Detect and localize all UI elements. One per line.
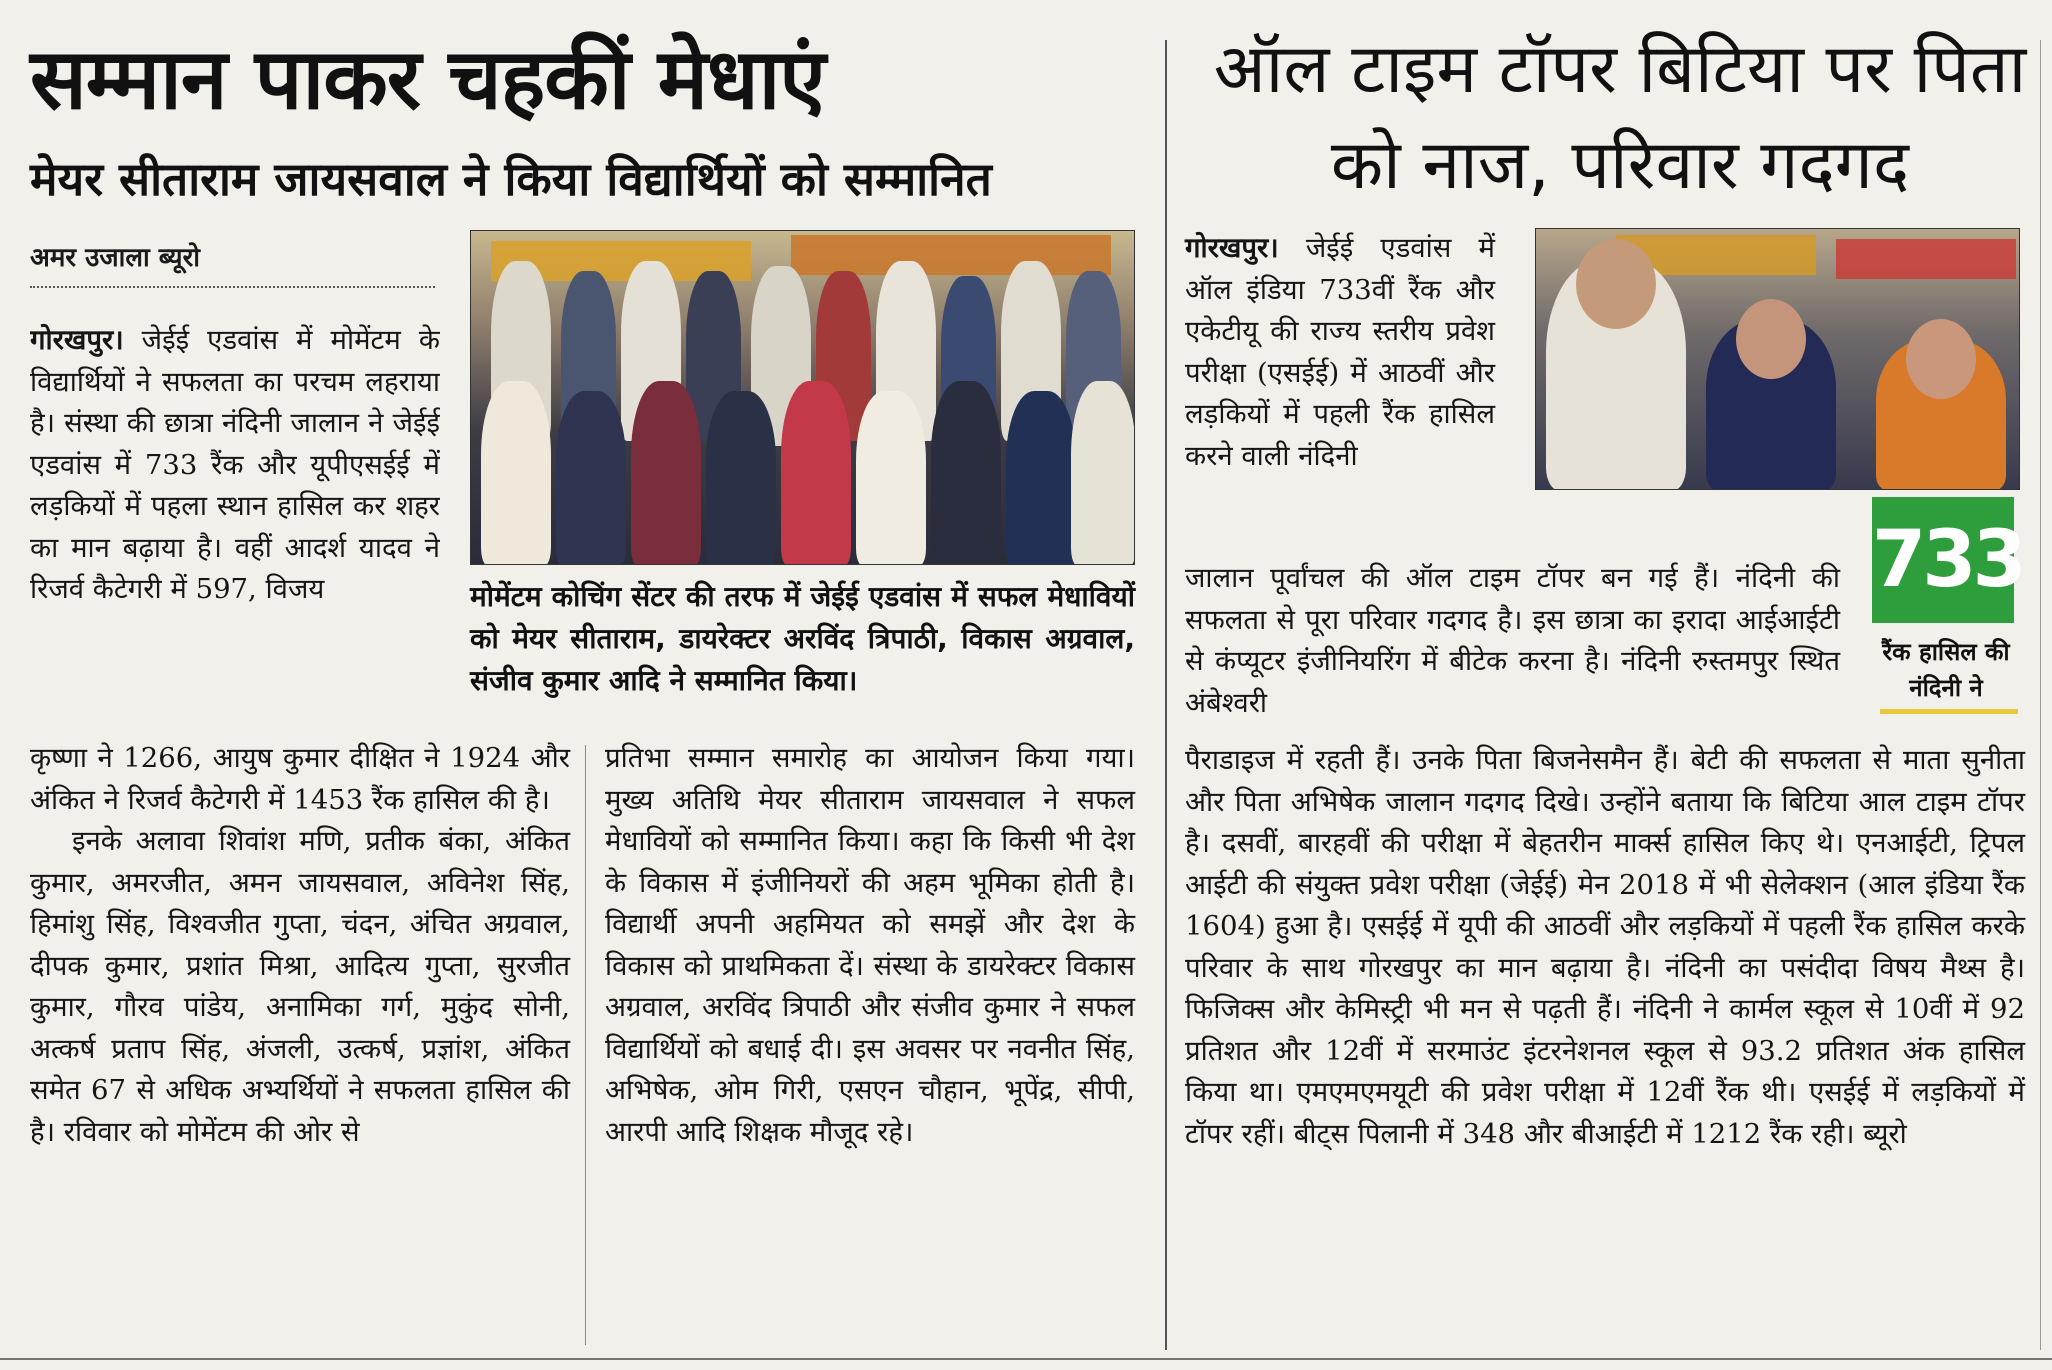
left-col1-bottom-p1: कृष्णा ने 1266, आयुष कुमार दीक्षित ने 1924 और अंकित ने रिजर्व कैटेगरी में 1453 रैंक हासिल की है। [30,742,570,816]
badge-caption-underline [1880,709,2018,714]
topper-photo [1535,228,2020,490]
column-divider-main [1165,40,1167,1350]
rank-badge-caption: रैंक हासिल की नंदिनी ने [1882,638,2010,702]
right-top-text-body: जेईई एडवांस में ऑल इंडिया 733वीं रैंक और एकेटीयू की राज्य स्तरीय प्रवेश परीक्षा (एसईई) में आठवीं और लड़कियों में पहली रैंक हासिल करने वाली नंदिनी [1185,232,1495,472]
right-edge-rule [2040,40,2041,1350]
byline: अमर उजाला ब्यूरो [30,243,200,273]
right-headline: ऑल टाइम टॉपर बिटिया पर पिता को नाज, परिवार गदगद [1213,30,2027,205]
group-photo-caption: मोमेंटम कोचिंग सेंटर की तरफ में जेईई एडवांस में सफल मेधावियों को मेयर सीताराम, डायरेक्टर अरविंद त्रिपाठी, विकास अग्रवाल, संजीव कुमार आदि ने सम्मानित किया। [470,580,1135,697]
group-photo [470,230,1135,565]
right-dateline-city: गोरखपुर। [1185,232,1279,264]
left-col1-top-text: जेईई एडवांस में मोमेंटम के विद्यार्थियों ने सफलता का परचम लहराया है। संस्था की छात्रा नंदिनी जालान ने जेईई एडवांस में 733 रैंक और यूपीएसईई में लड़कियों में पहला स्थान हासिल कर शहर का मान बढ़ाया है। वहीं आदर्श यादव ने रिजर्व कैटेगरी में 597, विजय [30,324,440,605]
dateline-city: गोरखपुर। [30,324,124,356]
rank-badge: 733 [1872,497,2014,623]
column-divider-left [585,745,586,1345]
left-headline: सम्मान पाकर चहकीं मेधाएं [30,30,825,128]
left-subheadline: मेयर सीताराम जायसवाल ने किया विद्यार्थियों को सम्मानित [30,152,992,206]
left-col1-bottom [30,738,570,1153]
left-col2: प्रतिभा सम्मान समारोह का आयोजन किया गया। मुख्य अतिथि मेयर सीताराम जायसवाल ने सफल मेधावियों को सम्मानित किया। कहा कि किसी भी देश के विकास में इंजीनियरों की अहम भूमिका होती है। विद्यार्थी अपनी अहमियत को समझें और देश के विकास को प्राथमिकता दें। संस्था के डायरेक्टर विकास अग्रवाल, अरविंद त्रिपाठी और संजीव कुमार ने सफल विद्यार्थियों को बधाई दी। इस अवसर पर नवनीत सिंह, अभिषेक, ओम गिरी, एसएन चौहान, भूपेंद्र, सीपी, आरपी आदि शिक्षक मौजूद रहे। [605,742,1135,1148]
left-col1-bottom-p2: इनके अलावा शिवांश मणि, प्रतीक बंका, अंकित कुमार, अमरजीत, अमन जायसवाल, अविनेश सिंह, हिमांशु सिंह, विश्वजीत गुप्ता, चंदन, अंचित अग्रवाल, दीपक कुमार, प्रशांत मिश्रा, आदित्य गुप्ता, सुरजीत कुमार, गौरव पांडेय, अनामिका गर्ग, मुकुंद सोनी, अत्कर्ष प्रताप सिंह, अंजली, उत्कर्ष, प्रज्ञांश, अंकित समेत 67 से अधिक अभ्यर्थियों ने सफलता हासिल की है। रविवार को मोमेंटम की ओर से [30,825,570,1148]
left-col1-top [30,320,440,730]
right-top-text [1185,228,1495,477]
byline-divider [30,286,435,288]
right-mid-text: जालान पूर्वांचल की ऑल टाइम टॉपर बन गई हैं। नंदिनी की सफलता से पूरा परिवार गदगद है। इस छात्रा का इरादा आईआईटी से कंप्यूटर इंजीनियरिंग में बीटेक करना है। नंदिनी रुस्तमपुर स्थित अंबेश्वरी [1185,562,1840,719]
page-bottom-rule [0,1358,2052,1360]
right-bottom-text: पैराडाइज में रहती हैं। उनके पिता बिजनेसमैन हैं। बेटी की सफलता से माता सुनीता और पिता अभिषेक जालान गदगद दिखे। उन्होंने बताया कि बिटिया आल टाइम टॉपर है। दसवीं, बारहवीं की परीक्षा में बेहतरीन मार्क्स हासिल किए थे। एनआईटी, ट्रिपल आईटी की संयुक्त प्रवेश परीक्षा (जेईई) मेन 2018 में भी सेलेक्शन (आल इंडिया रैंक 1604) हुआ है। एसईई में यूपी की आठवीं और लड़कियों में पहली रैंक हासिल करके परिवार के साथ गोरखपुर का मान बढ़ाया है। नंदिनी का पसंदीदा विषय मैथ्स है। फिजिक्स और केमिस्ट्री भी मन से पढ़ती हैं। नंदिनी ने कार्मल स्कूल से 10वीं में 92 प्रतिशत और 12वीं में सरमाउंट इंटरनेशनल स्कूल से 93.2 प्रतिशत अंक हासिल किया था। एमएमएमयूटी की प्रवेश परीक्षा में 12वीं रैंक थी। एसईई में लड़कियों में टॉपर रहीं। बीट्स पिलानी में 348 और बीआईटी में 1212 रैंक रही। ब्यूरो [1185,744,2025,1150]
